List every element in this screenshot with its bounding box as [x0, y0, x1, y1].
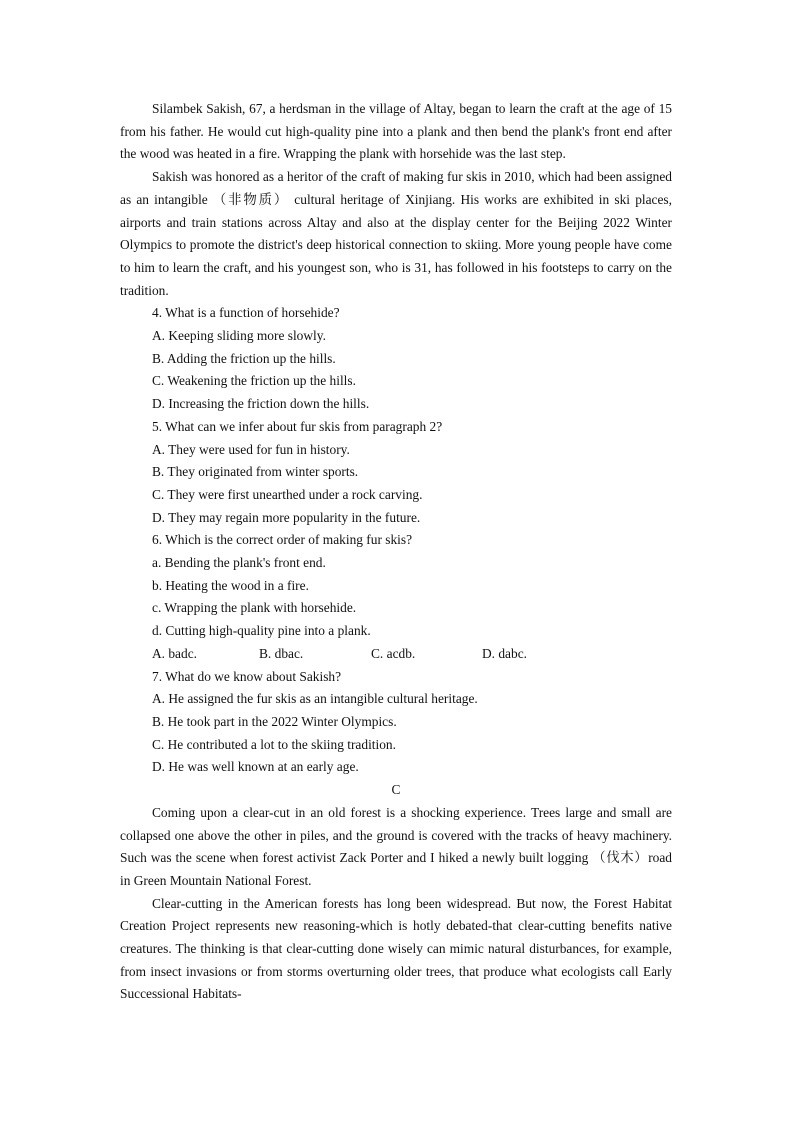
question-7-stem: 7. What do we know about Sakish? — [152, 668, 342, 684]
document-page — [120, 98, 672, 1006]
question-5-option-b: B. They originated from winter sports. — [152, 464, 359, 480]
question-6-option-b: B. dbac. — [259, 645, 304, 661]
question-6-stem: 6. Which is the correct order of making fur skis? — [152, 532, 413, 548]
question-7 — [120, 666, 672, 780]
question-6-option-a: A. badc. — [152, 645, 197, 661]
question-7-option-b: B. He took part in the 2022 Winter Olympics. — [152, 713, 397, 729]
question-5 — [120, 416, 672, 530]
passage-b-paragraph-1: Silambek Sakish, 67, a herdsman in the village of Altay, began to learn the craft at the age of 15 from his father. He would cut high-quality pine into a plank and then bend the plank's front end after the wood was heated in a fire. Wrapping the plank with horsehide was the last step. — [120, 101, 672, 162]
question-5-option-c: C. They were first unearthed under a rock carving. — [152, 486, 423, 502]
passage-c-paragraph-1: Coming upon a clear-cut in an old forest is a shocking experience. Trees large and small are collapsed one above the other in piles, and the ground is covered with the tracks of heavy machinery. Such was the scene when forest activist Zack Porter and I hiked a newly built logging （伐木）road in Green Mountain National Forest. — [120, 804, 672, 888]
question-6-options — [120, 643, 672, 666]
question-5-stem: 5. What can we infer about fur skis from paragraph 2? — [152, 418, 443, 434]
question-5-option-d: D. They may regain more popularity in the future. — [152, 509, 421, 525]
question-4 — [120, 302, 672, 416]
question-4-option-b: B. Adding the friction up the hills. — [152, 350, 336, 366]
question-6-step-d: d. Cutting high-quality pine into a plank. — [152, 623, 371, 639]
question-4-option-c: C. Weakening the friction up the hills. — [152, 373, 356, 389]
passage-c-heading: C — [391, 782, 401, 798]
question-6 — [120, 529, 672, 665]
question-6-step-c: c. Wrapping the plank with horsehide. — [152, 600, 357, 616]
question-5-option-a: A. They were used for fun in history. — [152, 441, 350, 457]
passage-c-paragraph-2: Clear-cutting in the American forests has long been widespread. But now, the Forest Habitat Creation Project represents new reasoning-which is hotly debated-that clear-cutting benefits native creatures. The thinking is that clear-cutting done wisely can mimic natural disturbances, for example, from insect invasions or from storms overturning older trees, that produce what ecologists call Early Successional Habitats- — [120, 895, 672, 1002]
question-4-option-a: A. Keeping sliding more slowly. — [152, 328, 326, 344]
question-6-step-a: a. Bending the plank's front end. — [152, 555, 326, 571]
question-6-option-d: D. dabc. — [482, 645, 527, 661]
question-7-option-d: D. He was well known at an early age. — [152, 759, 359, 775]
question-7-option-a: A. He assigned the fur skis as an intangible cultural heritage. — [152, 691, 478, 707]
question-4-stem: 4. What is a function of horsehide? — [152, 305, 340, 321]
question-7-option-c: C. He contributed a lot to the skiing tradition. — [152, 736, 396, 752]
question-6-step-b: b. Heating the wood in a fire. — [152, 577, 309, 593]
question-6-option-c: C. acdb. — [371, 645, 416, 661]
question-4-option-d: D. Increasing the friction down the hills. — [152, 396, 370, 412]
passage-b-paragraph-2: Sakish was honored as a heritor of the craft of making fur skis in 2010, which had been assigned as an intangible （非物质） cultural heritage of Xinjiang. His works are exhibited in ski places, airports and train stations across Altay and also at the display center for the Beijing 2022 Winter Olympics to promote the district's deep historical connection to skiing. More young people have come to him to learn the craft, and his youngest son, who is 31, has followed in his footsteps to carry on the tradition. — [120, 169, 672, 298]
